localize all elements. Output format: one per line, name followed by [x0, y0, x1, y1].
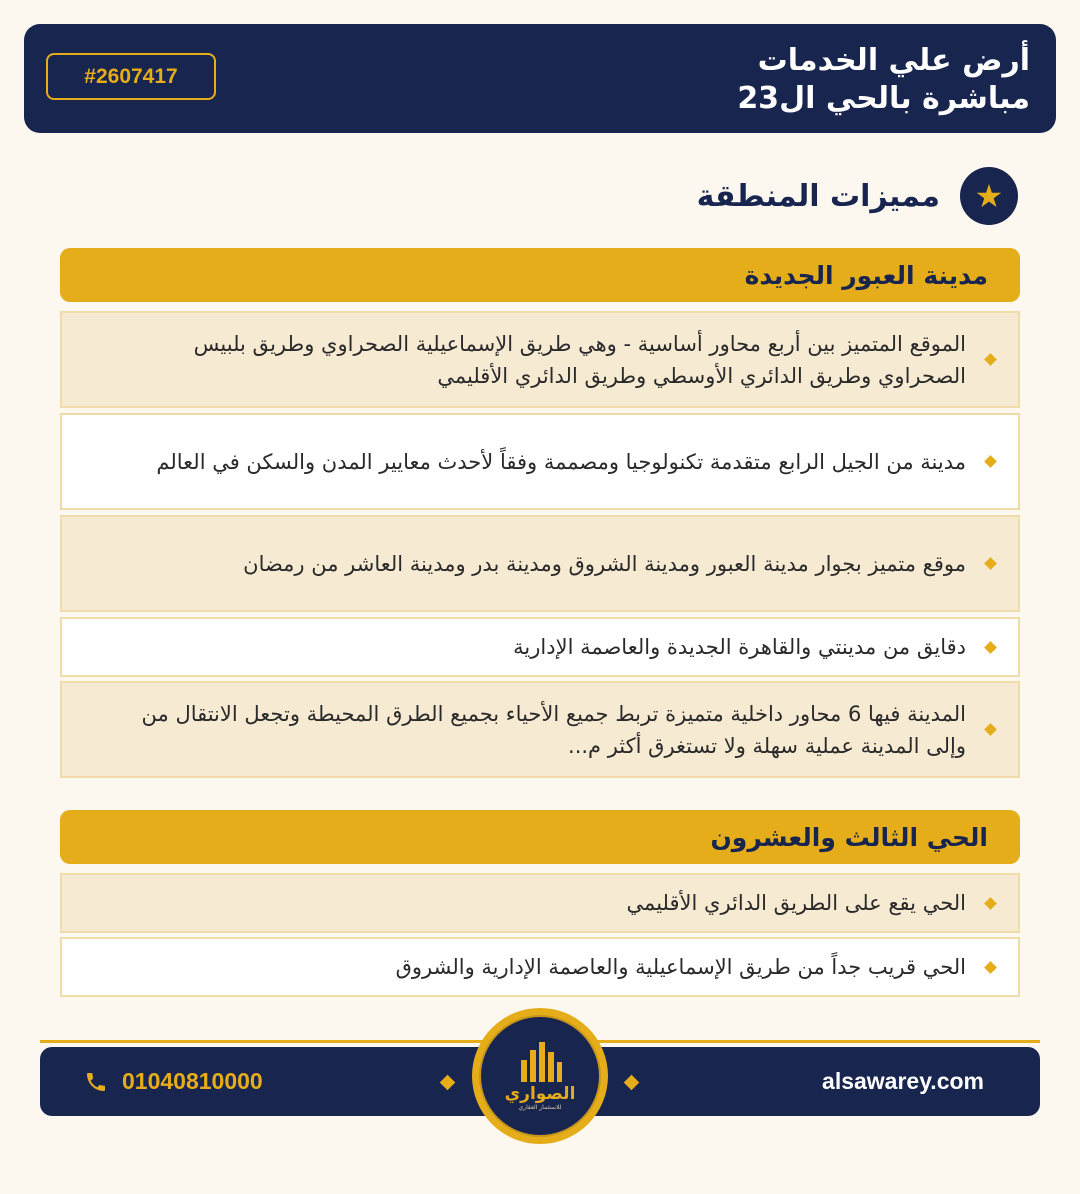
section-title: مميزات المنطقة [696, 178, 940, 214]
company-logo [472, 1008, 608, 1144]
list-item [60, 617, 1020, 677]
website-link[interactable]: alsawarey.com [822, 1068, 984, 1094]
reference-code-badge: #2607417 [46, 53, 216, 100]
logo-emblem [479, 1015, 601, 1137]
star-icon: ★ [960, 167, 1018, 225]
section-header [697, 166, 1018, 226]
diamond-divider-icon [624, 1075, 640, 1091]
list-item-text: دقايق من مدينتي والقاهرة الجديدة والعاصمة الإدارية [513, 635, 966, 659]
diamond-bullet-icon [980, 643, 1000, 652]
list-item [60, 413, 1020, 510]
list-item [60, 681, 1020, 778]
phone-number: 01040810000 [122, 1068, 263, 1094]
group-header-district-23: الحي الثالث والعشرون [60, 810, 1020, 864]
list-item [60, 873, 1020, 933]
list-item-text: الحي يقع على الطريق الدائري الأقليمي [626, 891, 966, 915]
group-header-obour: مدينة العبور الجديدة [60, 248, 1020, 302]
list-item [60, 311, 1020, 408]
buildings-icon [517, 1042, 563, 1082]
diamond-bullet-icon [980, 963, 1000, 972]
phone-icon [84, 1070, 108, 1094]
diamond-bullet-icon [980, 457, 1000, 466]
list-item [60, 515, 1020, 612]
list-item [60, 937, 1020, 997]
diamond-bullet-icon [980, 725, 1000, 734]
list-item-text: موقع متميز بجوار مدينة العبور ومدينة الشروق ومدينة بدر ومدينة العاشر من رمضان [243, 551, 966, 576]
list-item-text: الموقع المتميز بين أربع محاور أساسية - وهي طريق الإسماعيلية الصحراوي وطريق بلبيس الصحراوي وطريق الدائري الأوسطي وطريق الدائري الأقليمي [193, 331, 966, 388]
listing-title-line2: مباشرة بالحي ال23 [737, 81, 1030, 116]
diamond-bullet-icon [980, 559, 1000, 568]
list-item-text: المدينة فيها 6 محاور داخلية متميزة تربط جميع الأحياء بجميع الطرق المحيطة وتجعل الانتقال من وإلى المدينة عملية سهلة ولا تستغرق أكثر م... [141, 701, 966, 758]
phone-contact[interactable] [84, 1047, 263, 1116]
diamond-bullet-icon [980, 355, 1000, 364]
logo-name: الصواري [504, 1083, 576, 1104]
listing-title-line1: أرض علي الخدمات [757, 43, 1030, 78]
diamond-divider-icon [440, 1075, 456, 1091]
diamond-bullet-icon [980, 899, 1000, 908]
listing-title [737, 42, 1030, 118]
header-banner [24, 24, 1056, 133]
list-item-text: مدينة من الجيل الرابع متقدمة تكنولوجيا ومصممة وفقاً لأحدث معايير المدن والسكن في العالم [156, 449, 966, 474]
list-item-text: الحي قريب جداً من طريق الإسماعيلية والعاصمة الإدارية والشروق [395, 955, 966, 979]
logo-subtitle: للاستثمار العقاري [518, 1103, 562, 1111]
